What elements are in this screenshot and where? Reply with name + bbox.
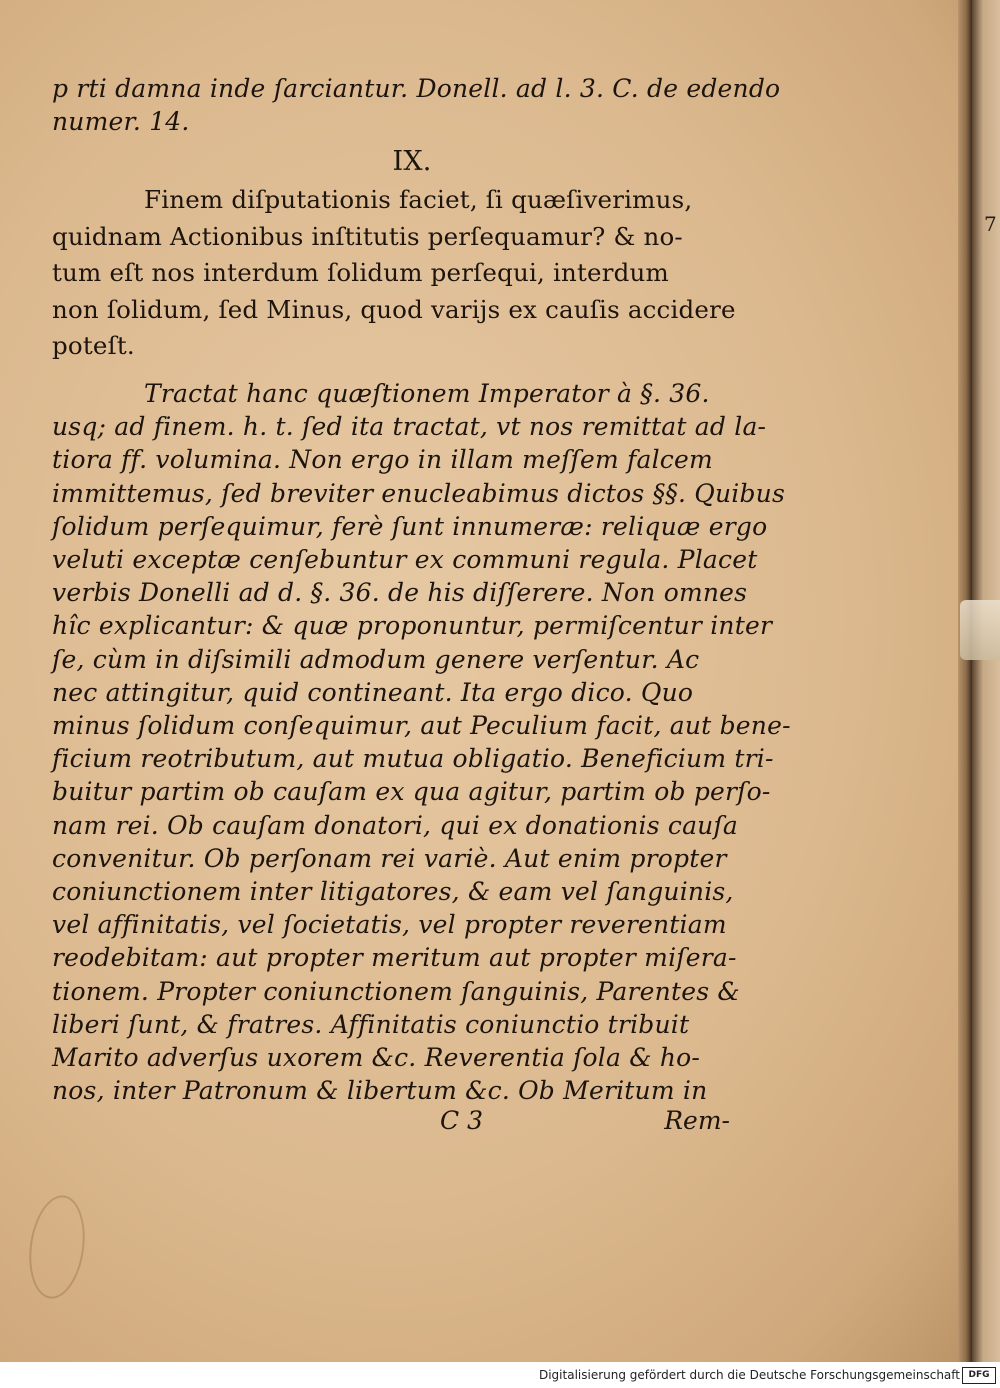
margin-glyph: 7: [984, 212, 997, 236]
text-line: nam rei. Ob cauſam donatori, qui ex donationis cauſa: [52, 810, 739, 840]
text-line: ficium reotributum, aut mutua obligatio. Beneficium tri-: [52, 744, 774, 774]
text-line: liberi ſunt, & fratres. Affinitatis coniunctio tribuit: [52, 1009, 690, 1039]
text-line: vel affinitatis, vel ſocietatis, vel propter reverentiam: [52, 910, 727, 940]
credit-bar: [0, 1362, 1000, 1388]
section-heading: IX.: [392, 146, 432, 178]
text-line: veluti exceptæ cenſebuntur ex communi regula. Placet: [52, 544, 758, 574]
adjacent-page-edge: [972, 0, 1000, 1362]
page-edge: [958, 0, 972, 1362]
page-clip: [960, 600, 1000, 660]
text-line: tiora ff. volumina. Non ergo in illam meſſem falcem: [52, 445, 713, 475]
text-line: p rti damna inde ſarciantur. Donell. ad l. 3. C. de edendo: [52, 74, 781, 103]
catchword: Rem-: [664, 1106, 730, 1135]
text-line: ſolidum perſequimur, ferè ſunt innumeræ: reliquæ ergo: [52, 511, 768, 541]
text-line: usq; ad finem. h. t. ſed ita tractat, vt nos remittat ad la-: [52, 412, 767, 442]
text-line: Tractat hanc quæſtionem Imperator à §. 36.: [144, 378, 710, 408]
funding-credit: Digitalisierung gefördert durch die Deutsche Forschungsgemeinschaft: [538, 1368, 960, 1382]
text-line: reodebitam: aut propter meritum aut propter miſera-: [52, 943, 737, 973]
text-line: numer. 14.: [52, 107, 190, 137]
text-line: tionem. Propter coniunctionem ſanguinis, Parentes &: [52, 976, 740, 1006]
text-line: non ſolidum, ſed Minus, quod varijs ex cauſis accidere: [52, 294, 736, 324]
text-line: hîc explicantur: & quæ proponuntur, permiſcentur inter: [52, 611, 773, 641]
text-line: verbis Donelli ad d. §. 36. de his diſſerere. Non omnes: [52, 578, 748, 608]
text-line: nec attingitur, quid contineant. Ita ergo dico. Quo: [52, 677, 694, 707]
page-stain: [23, 1192, 91, 1303]
text-line: Finem diſputationis faciet, ſi quæſiverimus,: [144, 185, 693, 215]
signature-mark: C 3: [440, 1106, 483, 1135]
text-line: convenitur. Ob perſonam rei variè. Aut enim propter: [52, 843, 727, 873]
text-line: quidnam Actionibus inſtitutis perſequamur? & no-: [52, 221, 683, 251]
page-text: [52, 72, 791, 1107]
dfg-logo: DFG: [962, 1367, 996, 1384]
text-line: tum eſt nos interdum ſolidum perſequi, interdum: [52, 258, 669, 288]
text-line: Marito adverſus uxorem &c. Reverentia ſola & ho-: [52, 1042, 701, 1072]
text-line: ſe, cùm in diſsimili admodum genere verſentur. Ac: [52, 644, 700, 674]
text-line: immittemus, ſed breviter enucleabimus dictos §§. Quibus: [52, 478, 785, 508]
text-line: buitur partim ob cauſam ex qua agitur, partim ob perſo-: [52, 777, 771, 807]
text-line: coniunctionem inter litigatores, & eam vel ſanguinis,: [52, 876, 734, 906]
text-line: nos, inter Patronum & libertum &c. Ob Meritum in: [52, 1076, 708, 1106]
text-line: minus ſolidum conſequimur, aut Peculium facit, aut bene-: [52, 710, 791, 740]
page-footer: [440, 1106, 730, 1135]
text-line: poteſt.: [52, 331, 135, 361]
